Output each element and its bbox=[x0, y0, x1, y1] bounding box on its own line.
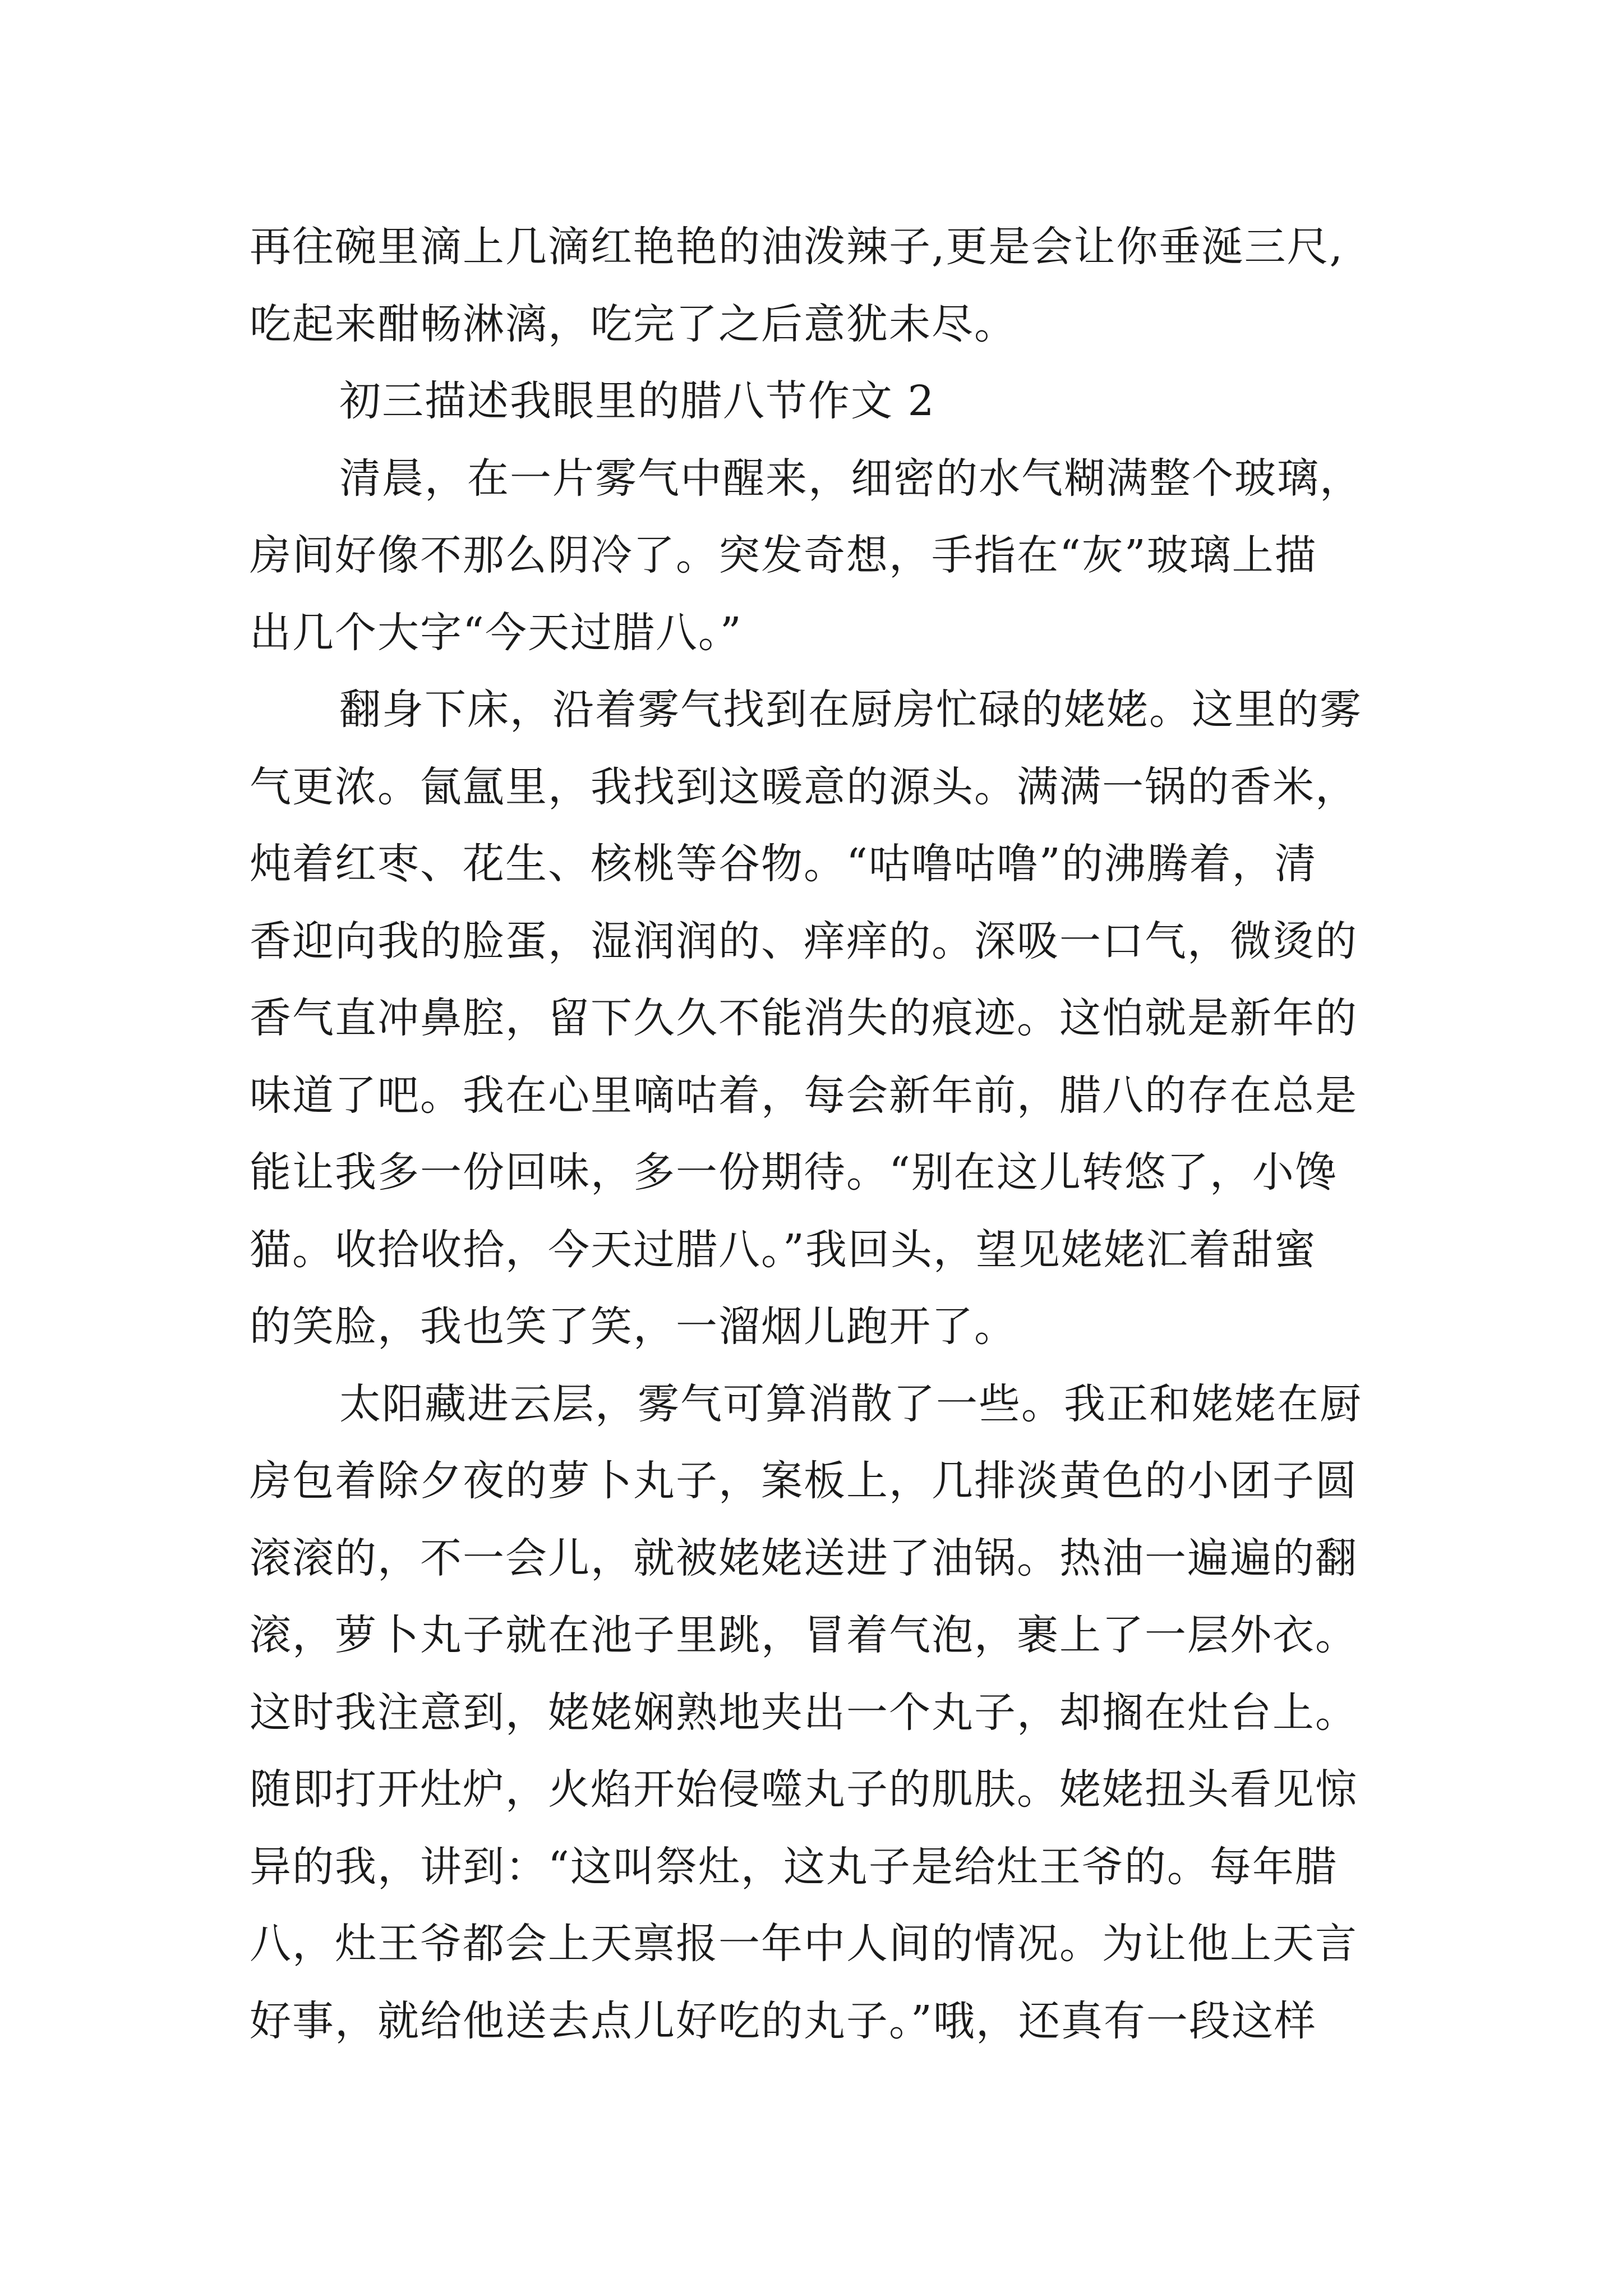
text-line: 翻身下床，沿着雾气找到在厨房忙碌的姥姥。这里的雾 bbox=[339, 685, 1362, 734]
text-line: 气更浓。氤氲里，我找到这暖意的源头。满满一锅的香米， bbox=[250, 762, 1358, 811]
text-line: 好事，就给他送去点儿好吃的丸子。”哦，还真有一段这样 bbox=[250, 1996, 1317, 2045]
text-line: 出几个大字“今天过腊八。” bbox=[250, 608, 743, 657]
text-line: 能让我多一份回味，多一份期待。“别在这儿转悠了，小馋 bbox=[250, 1148, 1338, 1197]
text-line: 异的我，讲到：“这叫祭灶，这丸子是给灶王爷的。每年腊 bbox=[250, 1842, 1338, 1891]
text-line: 吃起来酣畅淋漓，吃完了之后意犹未尽。 bbox=[250, 300, 1017, 348]
text-line: 味道了吧。我在心里嘀咕着，每会新年前，腊八的存在总是 bbox=[250, 1071, 1358, 1120]
text-line: 房间好像不那么阴冷了。突发奇想，手指在“灰”玻璃上描 bbox=[250, 531, 1317, 579]
text-line: 的笑脸，我也笑了笑，一溜烟儿跑开了。 bbox=[250, 1303, 1017, 1351]
text-line: 太阳藏进云层，雾气可算消散了一些。我正和姥姥在厨 bbox=[339, 1379, 1362, 1428]
text-line: 香气直冲鼻腔，留下久久不能消失的痕迹。这怕就是新年的 bbox=[250, 994, 1358, 1042]
text-line: 随即打开灶炉，火焰开始侵噬丸子的肌肤。姥姥扭头看见惊 bbox=[250, 1765, 1358, 1814]
text-line: 滚滚的，不一会儿，就被姥姥送进了油锅。热油一遍遍的翻 bbox=[250, 1534, 1358, 1582]
text-line: 八，灶王爷都会上天禀报一年中人间的情况。为让他上天言 bbox=[250, 1920, 1358, 1968]
text-line: 房包着除夕夜的萝卜丸子，案板上，几排淡黄色的小团子圆 bbox=[250, 1457, 1358, 1505]
document-body bbox=[250, 209, 1438, 2060]
section-heading: 初三描述我眼里的腊八节作文 2 bbox=[339, 377, 935, 425]
text-line: 猫。收拾收拾，今天过腊八。”我回头，望见姥姥汇着甜蜜 bbox=[250, 1225, 1317, 1274]
text-line: 再往碗里滴上几滴红艳艳的油泼辣子,更是会让你垂涎三尺, bbox=[250, 223, 1344, 271]
text-line: 清晨，在一片雾气中醒来，细密的水气糊满整个玻璃， bbox=[339, 454, 1362, 503]
text-line: 滚，萝卜丸子就在池子里跳，冒着气泡，裹上了一层外衣。 bbox=[250, 1611, 1358, 1659]
text-line: 炖着红枣、花生、核桃等谷物。“咕噜咕噜”的沸腾着，清 bbox=[250, 840, 1317, 888]
text-line: 这时我注意到，姥姥娴熟地夹出一个丸子，却搁在灶台上。 bbox=[250, 1688, 1358, 1737]
text-line: 香迎向我的脸蛋，湿润润的、痒痒的。深吸一口气，微烫的 bbox=[250, 917, 1358, 965]
